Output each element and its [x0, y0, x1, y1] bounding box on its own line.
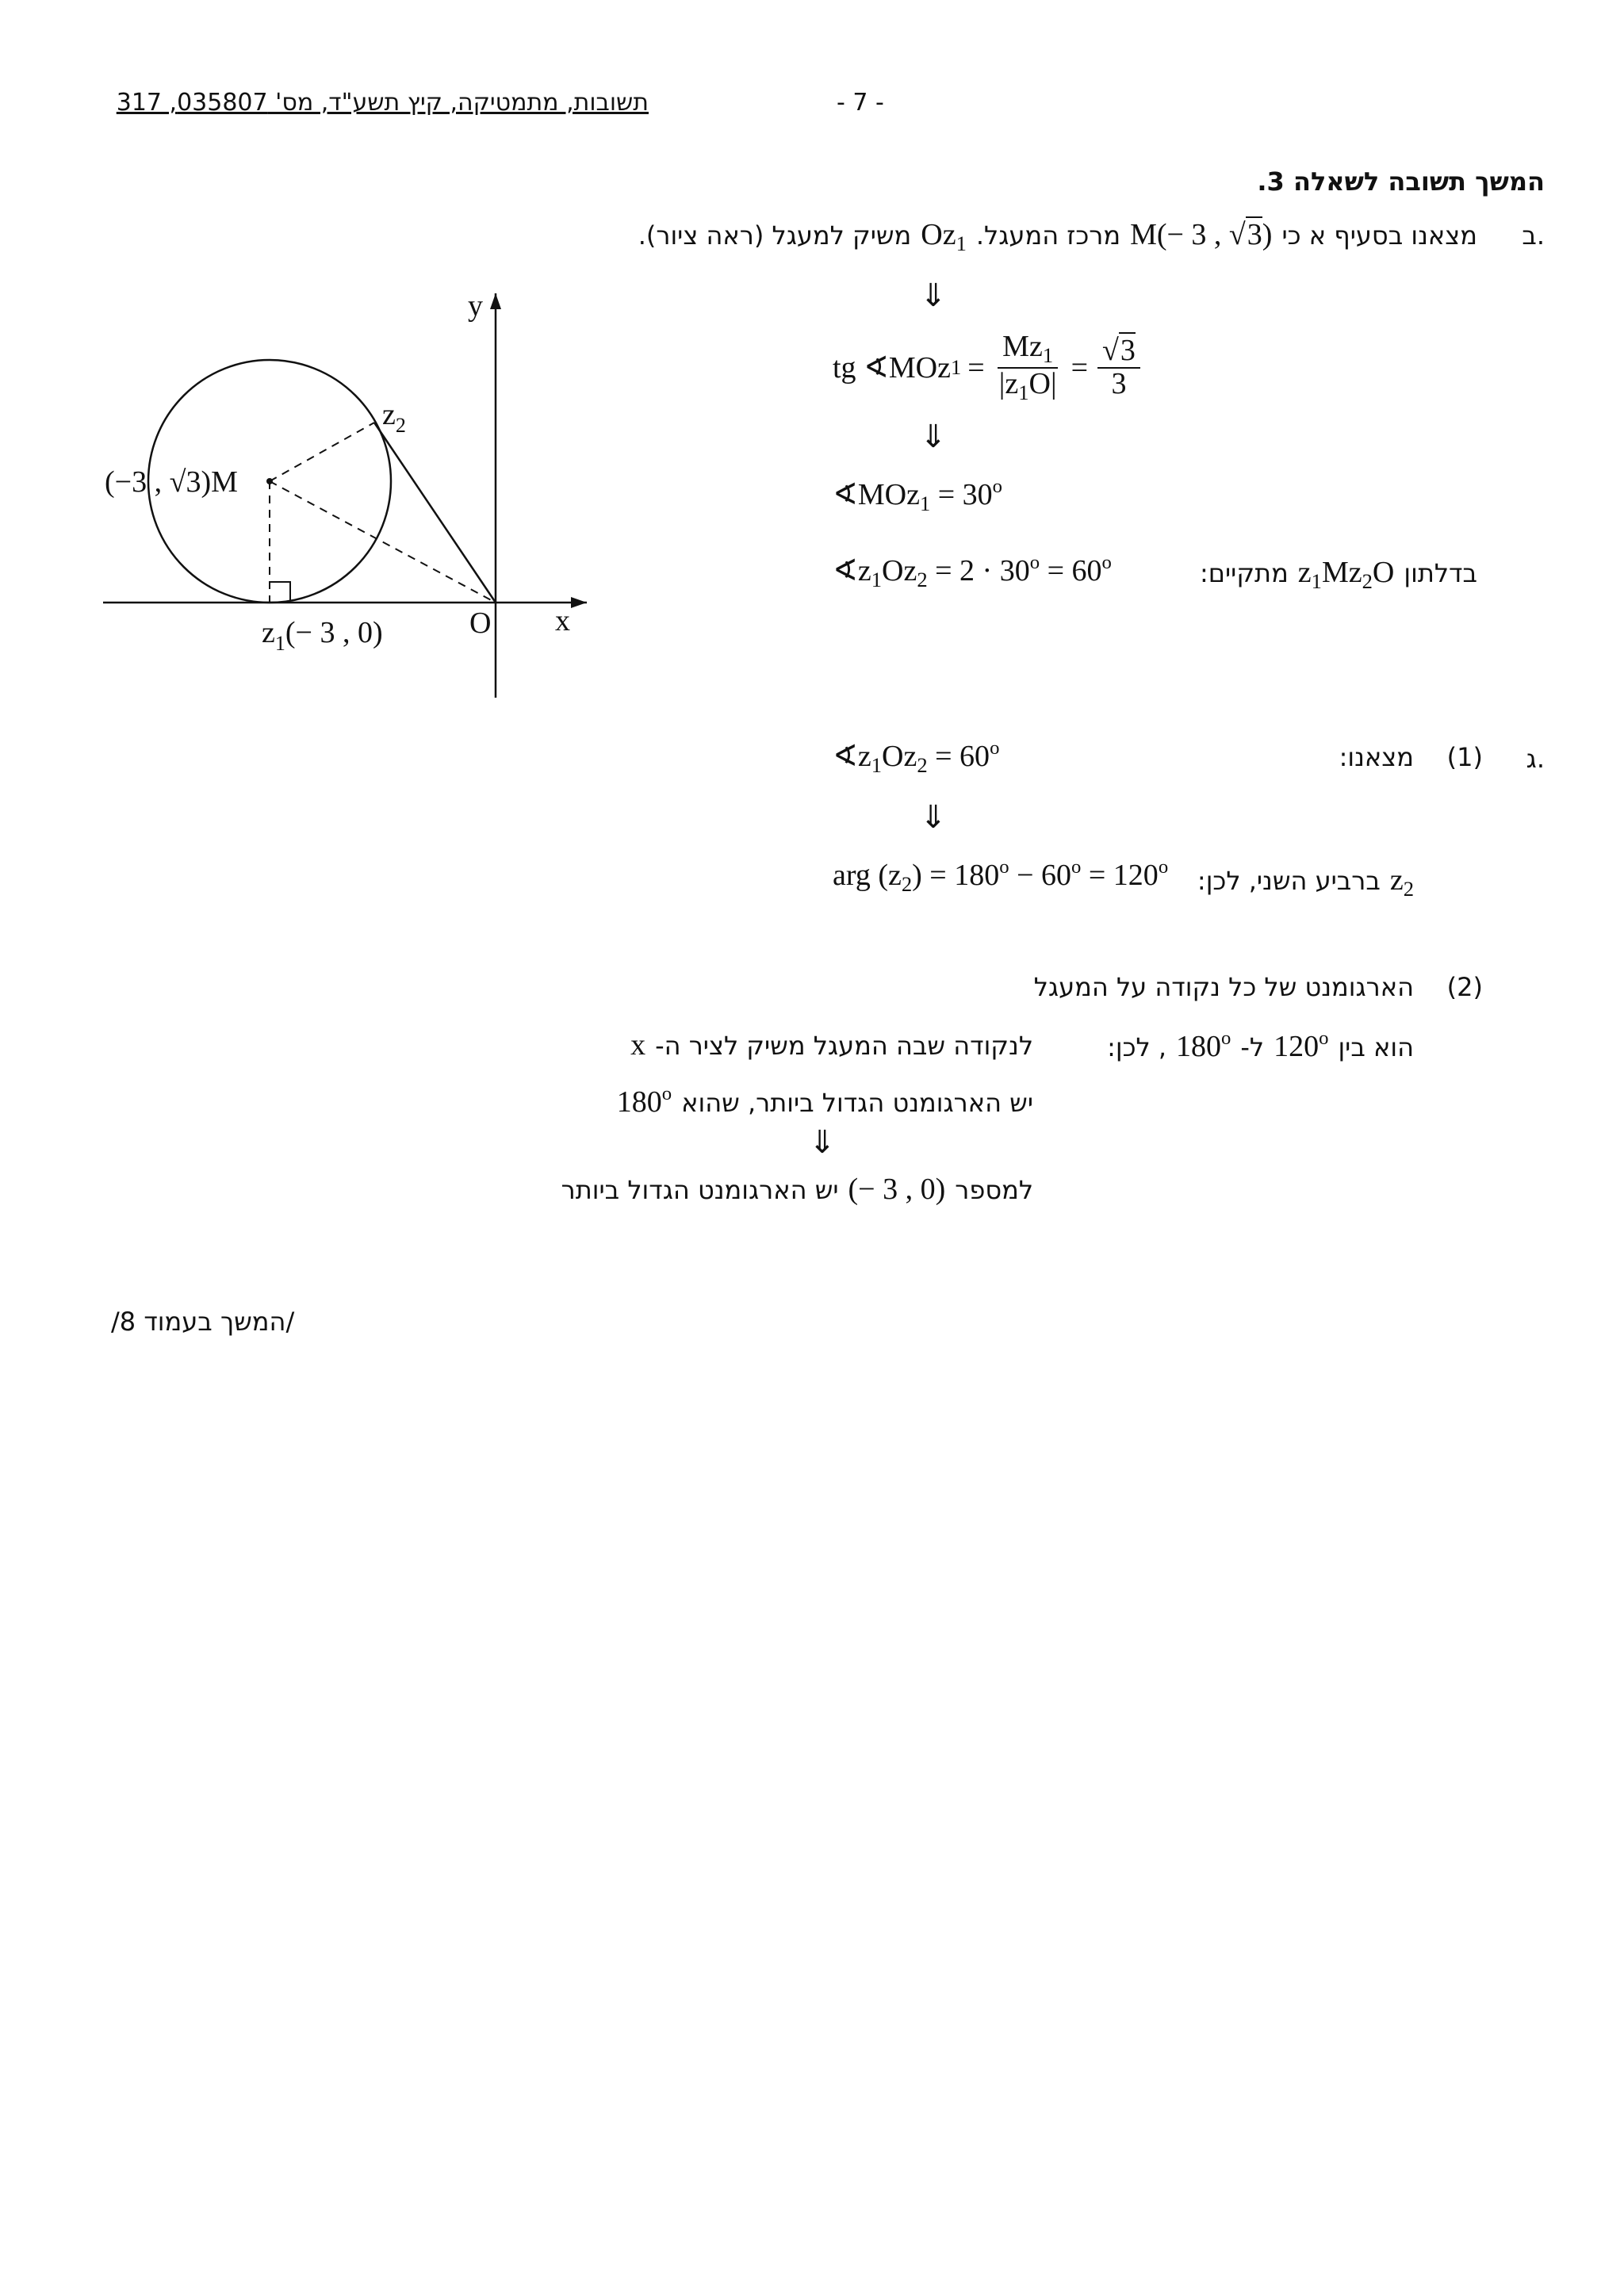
- quadrant-text: [1197, 863, 1414, 901]
- part-g-sub2-label: (2): [1446, 972, 1483, 1002]
- implies-arrow-4: ⇓: [809, 1124, 836, 1161]
- segment-oz1: $Oz_1$: [921, 218, 967, 255]
- tg-fraction: $\frac{Mz_1}{|z_1O|}$: [998, 330, 1057, 404]
- part-b-text-c: משיק למעגל (ראה ציור).: [638, 220, 912, 251]
- sub2-line4: למספר (− 3 , 0) יש הארגומנט הגדול ביותר: [561, 1173, 1033, 1206]
- header-title: תשובות, מתמטיקה, קיץ תשע"ד, מס' 035807, 317: [116, 89, 649, 117]
- part-b-line1: [638, 217, 1477, 256]
- sub2-line2-left: לנקודה שבה המעגל משיק לציר ה- x: [630, 1028, 1033, 1062]
- part-g-sub1-text: מצאנו:: [1339, 742, 1414, 772]
- point-m: M(− 3 , √3): [1130, 218, 1273, 251]
- kite-text-b: מתקיים:: [1200, 558, 1289, 588]
- kite-name: $z_1Mz_2O$: [1297, 556, 1395, 593]
- page-number: - 7 -: [837, 89, 884, 117]
- label-z1: $z_1(- 3$ , 0): [262, 616, 383, 655]
- angle-moz1: ∢MOz$_1$ = $30^o$: [833, 476, 1003, 515]
- tangent-line: [374, 423, 496, 603]
- sub2-line2-right: הוא בין 120$^o$ ל- 180$^o$ , לכן:: [1107, 1027, 1414, 1063]
- part-b-text-a: מצאנו בסעיף א כי: [1281, 220, 1477, 251]
- y-axis-arrow: [490, 293, 501, 309]
- kite-equation: $∢z_1Oz_2 = 2 \cdot 30^o = 60^o$: [833, 552, 1112, 591]
- sub2-line1: הארגומנט של כל נקודה על המעגל: [1033, 972, 1414, 1002]
- segment-mo: [270, 481, 496, 603]
- continuation-footer: /המשך בעמוד 8/: [111, 1307, 295, 1337]
- part-g-label: ג.: [1526, 744, 1545, 774]
- tg-equation: tg ∢MOz 1 = $\frac{Mz_1}{|z_1O|}$ = $\frac{√3}{3}$: [833, 331, 1143, 404]
- label-y: y: [468, 289, 483, 323]
- implies-arrow-3: ⇓: [920, 799, 947, 836]
- radius-mz2: [270, 423, 374, 481]
- angle-z1oz2-60: $∢z_1Oz_2 = 60^o$: [833, 737, 1000, 777]
- arg-equation: arg $(z_2) = 180^o - 60^o = 120^o$: [833, 856, 1169, 896]
- quadrant-text-label: ברביע השני, לכן:: [1197, 866, 1381, 896]
- kite-line-text: [1200, 555, 1477, 594]
- implies-arrow-1: ⇓: [920, 277, 947, 314]
- sub2-line3: יש הארגומנט הגדול ביותר, שהוא 180$^o$: [616, 1083, 1033, 1119]
- label-z2: $z_2$: [382, 398, 406, 437]
- part-b-label: ב.: [1522, 220, 1545, 251]
- kite-text-a: בדלתון: [1404, 558, 1477, 588]
- right-angle-mark: [270, 582, 290, 603]
- label-x: x: [555, 604, 570, 637]
- implies-arrow-2: ⇓: [920, 419, 947, 455]
- center-point: [266, 478, 273, 484]
- part-b-text-b: מרכז המעגל.: [975, 220, 1121, 251]
- x-axis-arrow: [571, 597, 587, 608]
- label-m: (−3 , √3)M: [105, 465, 238, 499]
- geometry-figure: [95, 285, 698, 698]
- z2-variable: $z_2$: [1389, 863, 1414, 901]
- part-g-sub1-label: (1): [1446, 742, 1483, 772]
- tg-result-fraction: $\frac{√3}{3}$: [1097, 335, 1140, 400]
- label-o: O: [469, 607, 492, 640]
- section-title: המשך תשובה לשאלה 3.: [1257, 166, 1545, 197]
